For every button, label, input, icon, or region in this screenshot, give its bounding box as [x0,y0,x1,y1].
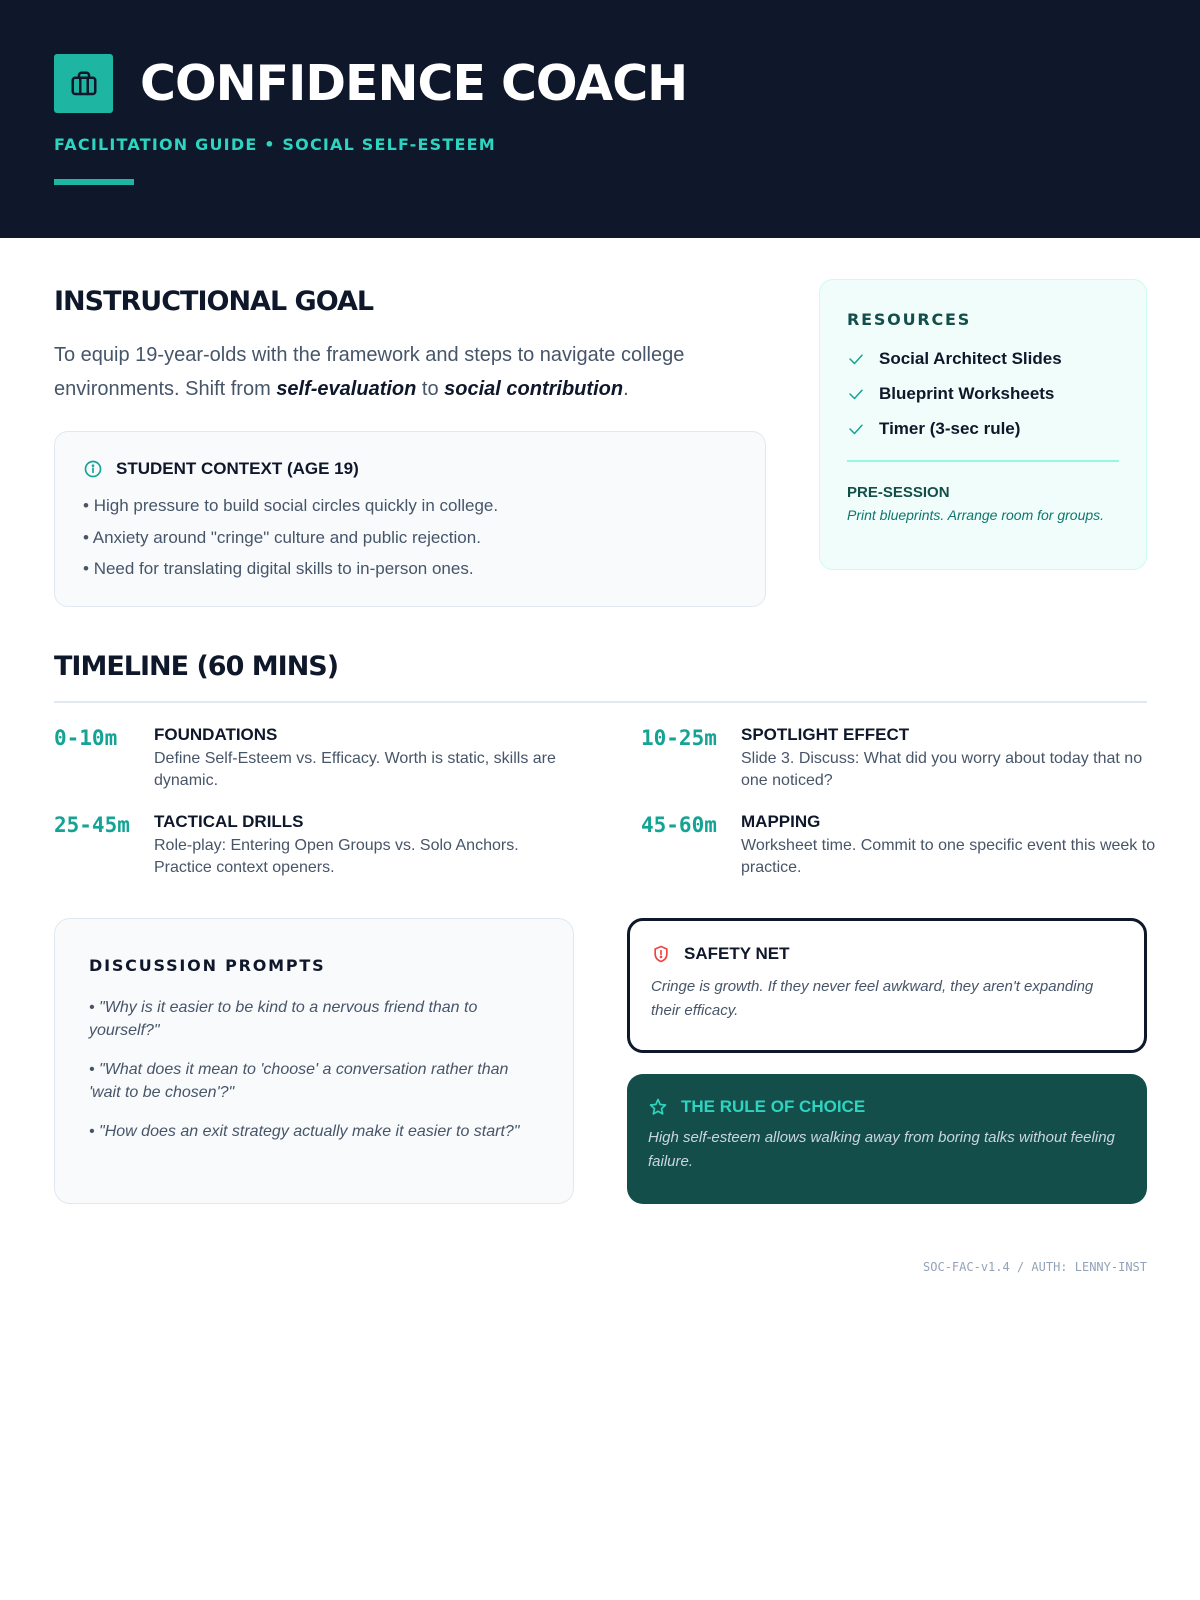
briefcase-icon [69,69,99,99]
timeline-title: SPOTLIGHT EFFECT [741,725,910,744]
document-code: SOC-FAC-v1.4 / AUTH: LENNY-INST [923,1260,1147,1274]
rule-of-choice-text: High self-esteem allows walking away from boring talks without feeling failure. [648,1129,1115,1170]
page-subtitle: FACILITATION GUIDE • SOCIAL SELF-ESTEEM [54,135,496,154]
logo [54,54,113,113]
timeline-heading: TIMELINE (60 MINS) [54,651,339,682]
pre-session-title: PRE-SESSION [847,484,950,501]
safety-net-card [627,918,1147,1053]
discussion-prompt: • "How does an exit strategy actually make it easier to start?" [89,1120,539,1143]
goal-text-start: To equip 19-year-olds with the framework and steps to navigate college environments. Shift from [54,344,685,400]
timeline-desc: Role-play: Entering Open Groups vs. Solo Anchors. Practice context openers. [154,837,519,876]
timeline-title: MAPPING [741,812,821,831]
student-context-card [54,431,766,607]
safety-net-text: Cringe is growth. If they never feel awkward, they aren't expanding their efficacy. [651,978,1094,1019]
goal-text-middle: to [416,378,445,400]
resource-label: Blueprint Worksheets [879,383,1055,403]
timeline-time: 10-25m [641,726,717,750]
goal-emphasis-social-contribution: social contribution [444,378,624,400]
resource-item [847,376,1062,411]
resources-list [847,341,1062,446]
list-item: • High pressure to build social circles quickly in college. [83,490,498,522]
timeline-desc: Define Self-Esteem vs. Efficacy. Worth is static, skills are dynamic. [154,750,556,789]
timeline-desc: Slide 3. Discuss: What did you worry about today that no one noticed? [741,750,1143,789]
resource-item [847,411,1062,446]
discussion-prompts-card [54,918,574,1204]
discussion-prompt: • "What does it mean to 'choose' a conversation rather than 'wait to be chosen'?" [89,1058,539,1104]
pre-session-text: Print blueprints. Arrange room for groups. [847,507,1105,523]
goal-text-end: . [623,378,629,400]
timeline-title: FOUNDATIONS [154,725,278,744]
goal-heading: INSTRUCTIONAL GOAL [54,286,374,317]
student-context-header [83,459,359,479]
safety-net-header [651,944,789,964]
list-item: • Need for translating digital skills to in-person ones. [83,553,498,585]
info-icon [83,459,103,479]
resources-divider [847,460,1119,462]
check-icon [847,385,865,403]
resources-card [819,279,1147,570]
student-context-title: STUDENT CONTEXT (AGE 19) [116,459,359,478]
page-header [0,0,1200,238]
timeline-item [54,722,594,798]
list-item: • Anxiety around "cringe" culture and public rejection. [83,522,498,554]
student-context-list [83,490,498,585]
discussion-list [89,996,539,1159]
check-icon [847,420,865,438]
timeline-time: 25-45m [54,813,130,837]
resource-item [847,341,1062,376]
check-icon [847,350,865,368]
timeline-time: 45-60m [641,813,717,837]
rule-of-choice-title: THE RULE OF CHOICE [681,1097,866,1116]
star-icon [648,1097,668,1117]
timeline-item [641,722,1181,798]
goal-emphasis-self-evaluation: self-evaluation [276,378,417,400]
page-title: CONFIDENCE COACH [140,55,688,112]
timeline-title: TACTICAL DRILLS [154,812,304,831]
resource-label: Social Architect Slides [879,348,1062,368]
timeline-time: 0-10m [54,726,118,750]
timeline-divider [54,701,1147,703]
resources-title: RESOURCES [847,310,972,329]
timeline-item [54,809,594,885]
timeline-item [641,809,1181,885]
safety-net-title: SAFETY NET [684,944,790,963]
accent-bar [54,179,134,185]
goal-text [54,338,754,406]
discussion-prompt: • "Why is it easier to be kind to a nervous friend than to yourself?" [89,996,539,1042]
discussion-title: DISCUSSION PROMPTS [89,956,326,975]
resource-label: Timer (3-sec rule) [879,418,1021,438]
rule-of-choice-header [648,1097,865,1117]
rule-of-choice-card [627,1074,1147,1204]
shield-alert-icon [651,944,671,964]
timeline-desc: Worksheet time. Commit to one specific event this week to practice. [741,837,1156,876]
